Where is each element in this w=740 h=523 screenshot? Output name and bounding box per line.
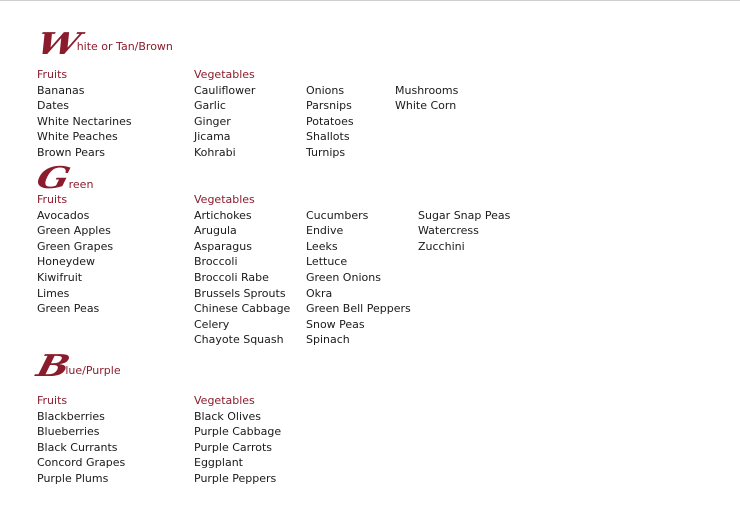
list-item: Zucchini xyxy=(418,239,465,253)
list-item: Kiwifruit xyxy=(37,270,83,284)
list-item: Green Onions xyxy=(306,270,381,284)
list-item: Mushrooms xyxy=(395,83,459,97)
list-item: Chinese Cabbage xyxy=(194,302,291,316)
vegetables-label: Vegetables xyxy=(194,193,255,206)
vegetables-column-1 xyxy=(194,192,290,348)
list-item: Snow Peas xyxy=(306,317,365,331)
vegetables-label: Vegetables xyxy=(194,68,255,81)
heading-rest: reen xyxy=(68,178,94,191)
list-item: Ginger xyxy=(194,114,231,128)
list-item: Concord Grapes xyxy=(37,456,126,470)
list-item: Spinach xyxy=(306,333,350,347)
list-item: Purple Peppers xyxy=(194,471,277,485)
list-item: Purple Carrots xyxy=(194,440,273,454)
fruits-label: Fruits xyxy=(37,394,68,407)
fruits-column xyxy=(37,393,125,487)
section-heading xyxy=(33,161,94,196)
list-item: Kohrabi xyxy=(194,145,236,159)
list-item: Black Currants xyxy=(37,440,118,454)
list-item: Parsnips xyxy=(306,99,352,113)
section-heading xyxy=(33,349,121,384)
fruits-column xyxy=(37,192,113,317)
list-item: Blackberries xyxy=(37,409,105,423)
list-item: Green Peas xyxy=(37,302,100,316)
list-item: Purple Cabbage xyxy=(194,425,282,439)
list-item: White Peaches xyxy=(37,130,118,144)
fruits-label: Fruits xyxy=(37,68,68,81)
fruits-column xyxy=(37,67,132,161)
vegetables-column-2 xyxy=(306,208,411,348)
list-item: Lettuce xyxy=(306,255,348,269)
list-item: Sugar Snap Peas xyxy=(418,208,511,222)
list-item: Cauliflower xyxy=(194,83,256,97)
list-item: Arugula xyxy=(194,224,237,238)
list-item: Jicama xyxy=(194,130,231,144)
vegetables-column-1 xyxy=(194,67,255,161)
list-item: Garlic xyxy=(194,99,226,113)
list-item: Broccoli xyxy=(194,255,238,269)
heading-initial: B xyxy=(33,349,74,384)
list-item: Okra xyxy=(306,286,333,300)
list-item: Potatoes xyxy=(306,114,354,128)
list-item: Leeks xyxy=(306,239,338,253)
fruits-label: Fruits xyxy=(37,193,68,206)
vegetables-column-2 xyxy=(306,83,354,161)
list-item: Broccoli Rabe xyxy=(194,270,269,284)
vegetables-column-3 xyxy=(395,83,458,114)
list-item: Onions xyxy=(306,83,345,97)
heading-rest: lue/Purple xyxy=(65,364,121,377)
vegetables-column-3 xyxy=(418,208,510,255)
list-item: Bananas xyxy=(37,83,85,97)
list-item: Endive xyxy=(306,224,344,238)
list-item: Green Grapes xyxy=(37,239,114,253)
list-item: Blueberries xyxy=(37,425,100,439)
list-item: Cucumbers xyxy=(306,208,369,222)
list-item: Limes xyxy=(37,286,70,300)
list-item: Artichokes xyxy=(194,208,252,222)
list-item: Turnips xyxy=(306,145,346,159)
list-item: Honeydew xyxy=(37,255,95,269)
list-item: Brown Pears xyxy=(37,145,106,159)
top-divider xyxy=(0,0,740,1)
list-item: Eggplant xyxy=(194,456,243,470)
list-item: Black Olives xyxy=(194,409,262,423)
list-item: Green Bell Peppers xyxy=(306,302,411,316)
list-item: Dates xyxy=(37,99,70,113)
list-item: Watercress xyxy=(418,224,479,238)
heading-initial: W xyxy=(33,27,84,62)
heading-rest: hite or Tan/Brown xyxy=(76,40,173,53)
list-item: Shallots xyxy=(306,130,350,144)
list-item: Avocados xyxy=(37,208,90,222)
list-item: Brussels Sprouts xyxy=(194,286,286,300)
section-heading xyxy=(33,27,173,62)
list-item: White Corn xyxy=(395,99,457,113)
heading-initial: G xyxy=(33,161,74,196)
list-item: Green Apples xyxy=(37,224,111,238)
list-item: Celery xyxy=(194,317,230,331)
list-item: White Nectarines xyxy=(37,114,132,128)
list-item: Chayote Squash xyxy=(194,333,284,347)
vegetables-label: Vegetables xyxy=(194,394,255,407)
list-item: Asparagus xyxy=(194,239,252,253)
list-item: Purple Plums xyxy=(37,471,109,485)
vegetables-column-1 xyxy=(194,393,281,487)
